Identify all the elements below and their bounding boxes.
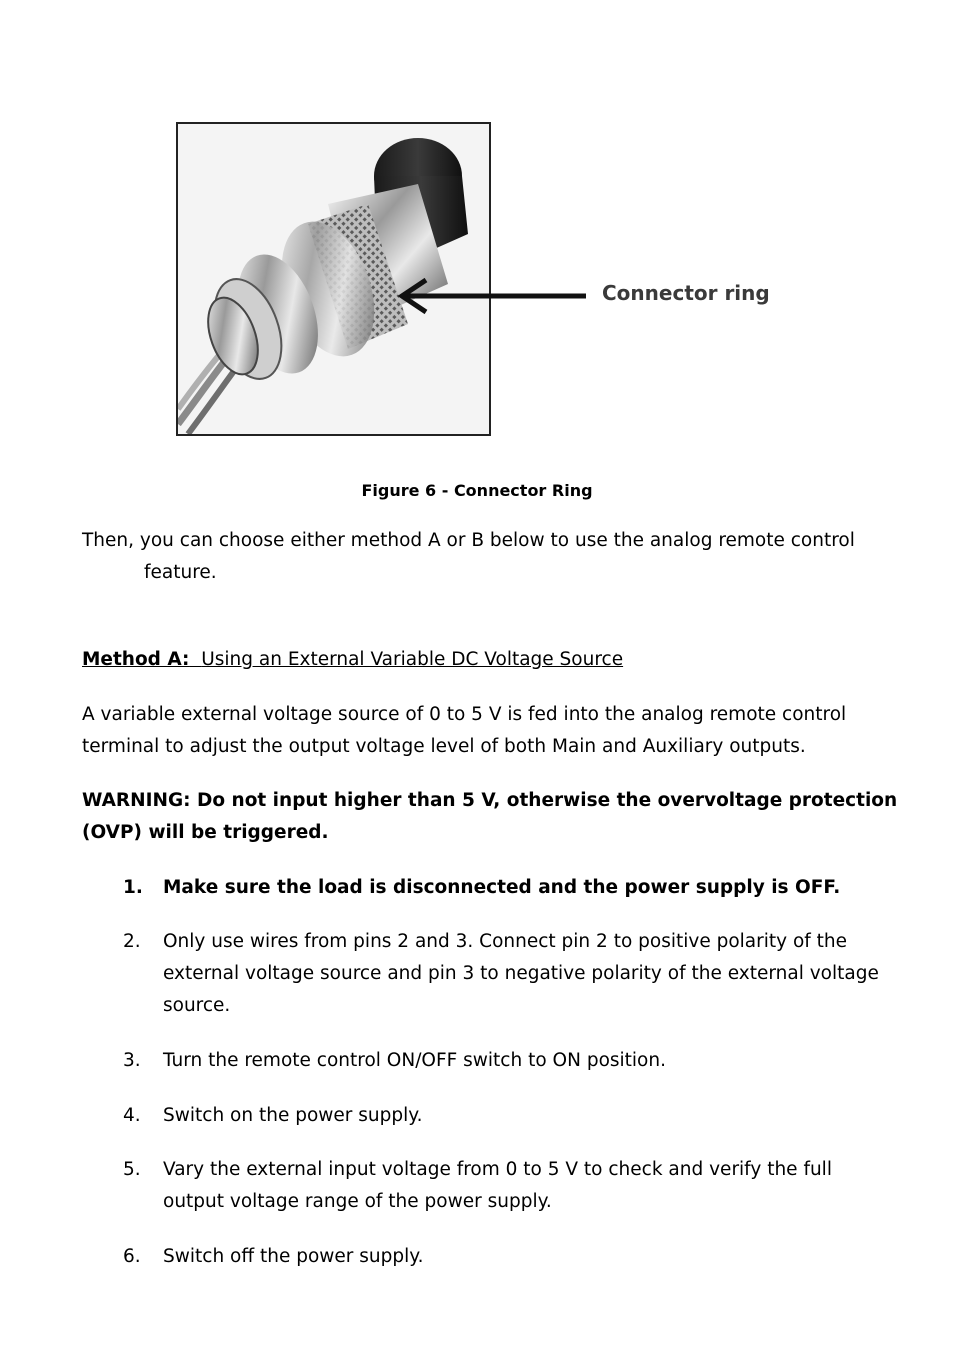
intro-line-2: feature.: [144, 562, 217, 583]
method-a-title: Using an External Variable DC Voltage Source: [201, 649, 624, 670]
callout-arrow: [392, 276, 592, 316]
step-number: 4.: [123, 1105, 141, 1126]
warning-note: [82, 785, 898, 849]
step-text: Switch off the power supply.: [163, 1246, 424, 1267]
method-a-heading: [82, 644, 882, 676]
callout-label: Connector ring: [602, 281, 770, 305]
warning-line-2: (OVP) will be triggered.: [82, 822, 329, 843]
step-6: [123, 1241, 883, 1273]
step-text: Turn the remote control ON/OFF switch to ON position.: [163, 1050, 666, 1071]
step-1: [123, 872, 883, 904]
step-number: 1.: [123, 877, 143, 898]
step-number: 6.: [123, 1246, 141, 1267]
step-5: [123, 1154, 883, 1218]
step-number: 2.: [123, 931, 141, 952]
method-a-description: [82, 699, 882, 763]
method-a-label: Method A:: [82, 649, 190, 670]
warning-line-1: WARNING: Do not input higher than 5 V, otherwise the overvoltage protection: [82, 790, 898, 811]
step-text: Vary the external input voltage from 0 to 5 V to check and verify the full: [163, 1159, 832, 1180]
step-text: Only use wires from pins 2 and 3. Connect pin 2 to positive polarity of the: [163, 931, 848, 952]
intro-paragraph: [82, 525, 882, 589]
step-text-cont: output voltage range of the power supply.: [163, 1191, 552, 1212]
step-text-cont: source.: [163, 995, 231, 1016]
description-line-2: terminal to adjust the output voltage level of both Main and Auxiliary outputs.: [82, 736, 806, 757]
step-3: [123, 1045, 883, 1077]
step-number: 3.: [123, 1050, 141, 1071]
step-text: Make sure the load is disconnected and the power supply is OFF.: [163, 877, 841, 898]
step-2: [123, 926, 883, 1022]
step-4: [123, 1100, 883, 1132]
intro-line-1: Then, you can choose either method A or B below to use the analog remote control: [82, 530, 855, 551]
figure-caption: Figure 6 - Connector Ring: [361, 481, 593, 500]
description-line-1: A variable external voltage source of 0 to 5 V is fed into the analog remote control: [82, 704, 847, 725]
step-number: 5.: [123, 1159, 141, 1180]
step-text-cont: external voltage source and pin 3 to negative polarity of the external voltage: [163, 963, 879, 984]
step-text: Switch on the power supply.: [163, 1105, 423, 1126]
